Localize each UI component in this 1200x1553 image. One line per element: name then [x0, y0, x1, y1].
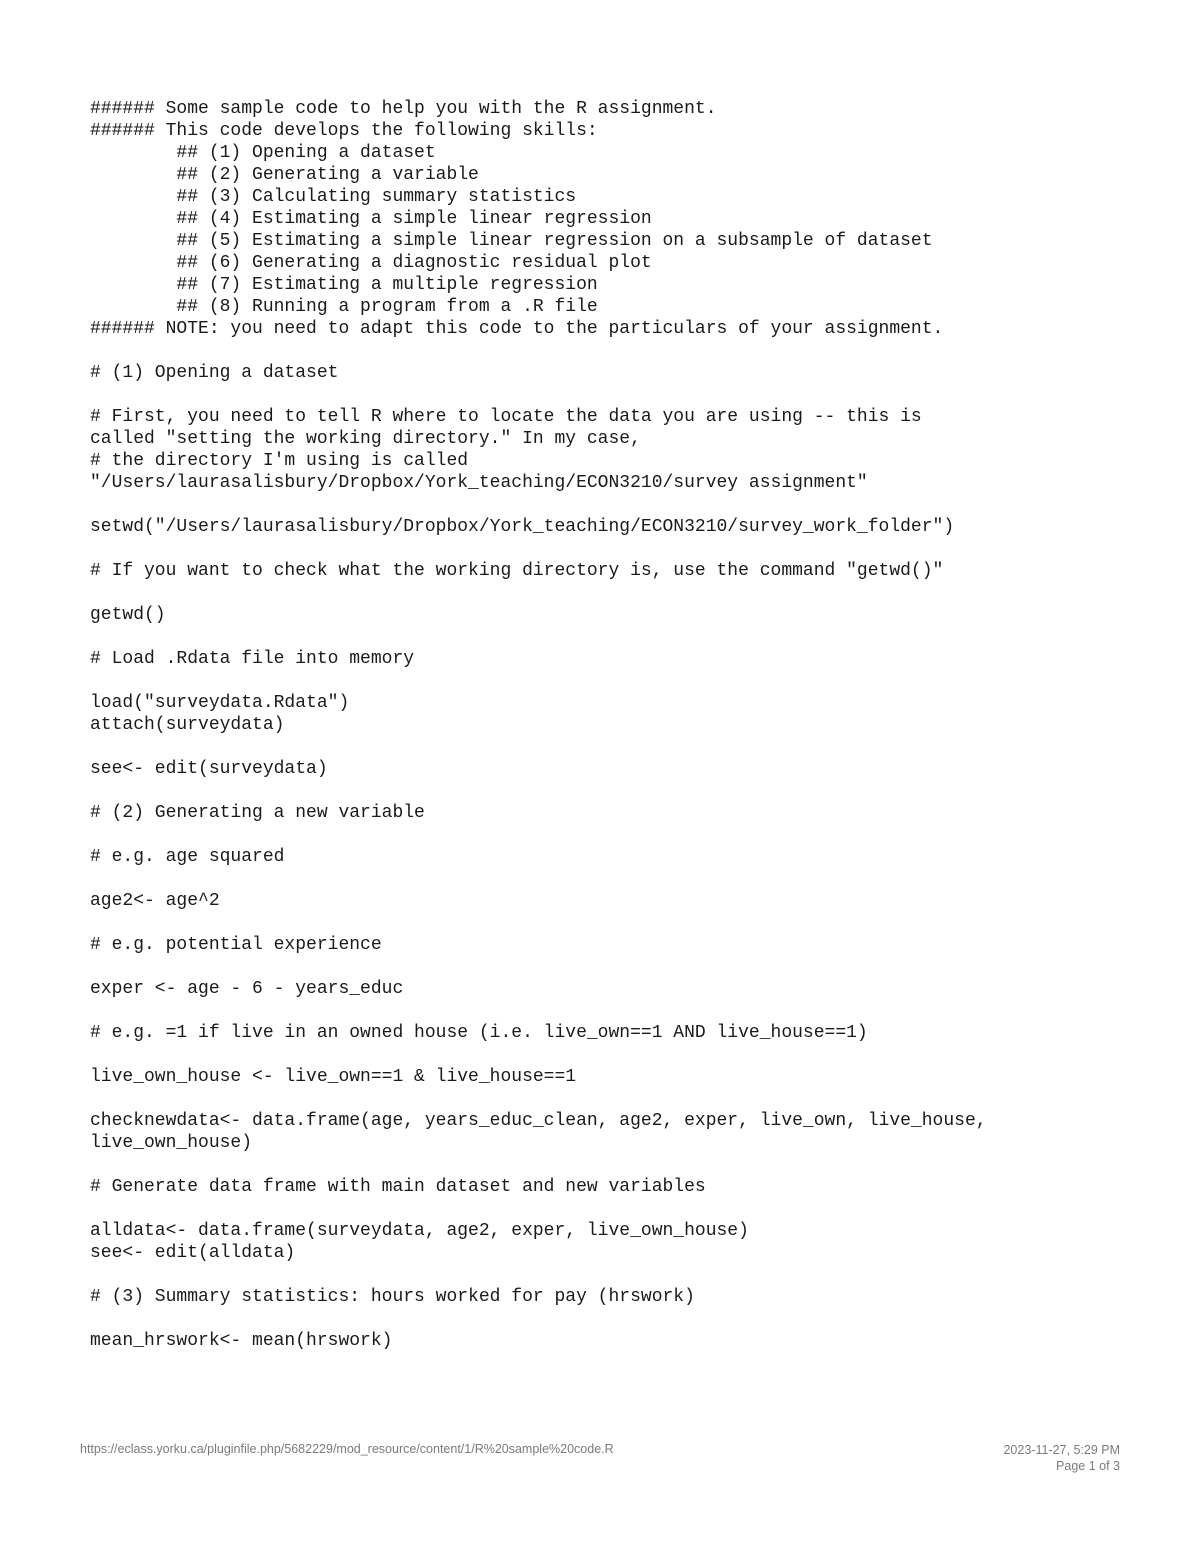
code-line: ## (4) Estimating a simple linear regression [90, 209, 652, 229]
code-line: checknewdata<- data.frame(age, years_educ_clean, age2, exper, live_own, live_house, [90, 1111, 987, 1131]
code-line: see<- edit(alldata) [90, 1243, 296, 1263]
code-line [90, 384, 1150, 406]
footer-url: https://eclass.yorku.ca/pluginfile.php/5682229/mod_resource/content/1/R%20sample%20code.R [80, 1442, 614, 1456]
code-line: ## (5) Estimating a simple linear regression on a subsample of dataset [90, 231, 933, 251]
code-line [90, 956, 1150, 978]
code-line: age2<- age^2 [90, 891, 220, 911]
code-line: mean_hrswork<- mean(hrswork) [90, 1331, 393, 1351]
code-line [90, 1264, 1150, 1286]
code-line: ## (6) Generating a diagnostic residual plot [90, 253, 652, 273]
code-line: exper <- age - 6 - years_educ [90, 979, 404, 999]
code-line: load("surveydata.Rdata") [90, 693, 350, 713]
code-line: alldata<- data.frame(surveydata, age2, exper, live_own_house) [90, 1221, 749, 1241]
code-line [90, 824, 1150, 846]
code-line: ## (3) Calculating summary statistics [90, 187, 577, 207]
code-line: ## (8) Running a program from a .R file [90, 297, 598, 317]
code-line [90, 1308, 1150, 1330]
code-line: # e.g. potential experience [90, 935, 382, 955]
footer-page-number: Page 1 of 3 [1056, 1459, 1120, 1473]
code-line [90, 736, 1150, 758]
code-line: ###### Some sample code to help you with the R assignment. [90, 99, 717, 119]
code-line [90, 670, 1150, 692]
code-line [90, 1000, 1150, 1022]
code-line [90, 494, 1150, 516]
code-line: ## (7) Estimating a multiple regression [90, 275, 598, 295]
code-line: ###### This code develops the following skills: [90, 121, 598, 141]
code-line: see<- edit(surveydata) [90, 759, 328, 779]
code-line [90, 1088, 1150, 1110]
code-line [90, 340, 1150, 362]
code-line: # e.g. =1 if live in an owned house (i.e. live_own==1 AND live_house==1) [90, 1023, 868, 1043]
code-line: # (2) Generating a new variable [90, 803, 425, 823]
footer-timestamp: 2023-11-27, 5:29 PM [1003, 1443, 1120, 1457]
code-line: # (3) Summary statistics: hours worked for pay (hrswork) [90, 1287, 695, 1307]
code-line [90, 1154, 1150, 1176]
code-line: setwd("/Users/laurasalisbury/Dropbox/York_teaching/ECON3210/survey_work_folder") [90, 517, 955, 537]
code-line: # e.g. age squared [90, 847, 285, 867]
code-line [90, 538, 1150, 560]
code-line: # First, you need to tell R where to locate the data you are using -- this is [90, 407, 922, 427]
code-line: # Load .Rdata file into memory [90, 649, 415, 669]
code-line [90, 1044, 1150, 1066]
code-line: ## (2) Generating a variable [90, 165, 479, 185]
code-line: ## (1) Opening a dataset [90, 143, 436, 163]
code-line: ###### NOTE: you need to adapt this code to the particulars of your assignment. [90, 319, 944, 339]
code-line [90, 1198, 1150, 1220]
code-line: live_own_house <- live_own==1 & live_house==1 [90, 1067, 577, 1087]
code-line [90, 626, 1150, 648]
code-line: called "setting the working directory." In my case, [90, 429, 641, 449]
code-line [90, 912, 1150, 934]
code-line: # the directory I'm using is called [90, 451, 469, 471]
code-line: "/Users/laurasalisbury/Dropbox/York_teaching/ECON3210/survey assignment" [90, 473, 868, 493]
code-line [90, 868, 1150, 890]
code-listing [90, 98, 1150, 1352]
code-line: live_own_house) [90, 1133, 253, 1153]
footer-meta [1003, 1442, 1120, 1474]
code-line: attach(surveydata) [90, 715, 285, 735]
code-line [90, 582, 1150, 604]
code-line: getwd() [90, 605, 166, 625]
code-line: # (1) Opening a dataset [90, 363, 339, 383]
code-line [90, 780, 1150, 802]
code-line: # Generate data frame with main dataset and new variables [90, 1177, 706, 1197]
code-line: # If you want to check what the working directory is, use the command "getwd()" [90, 561, 944, 581]
